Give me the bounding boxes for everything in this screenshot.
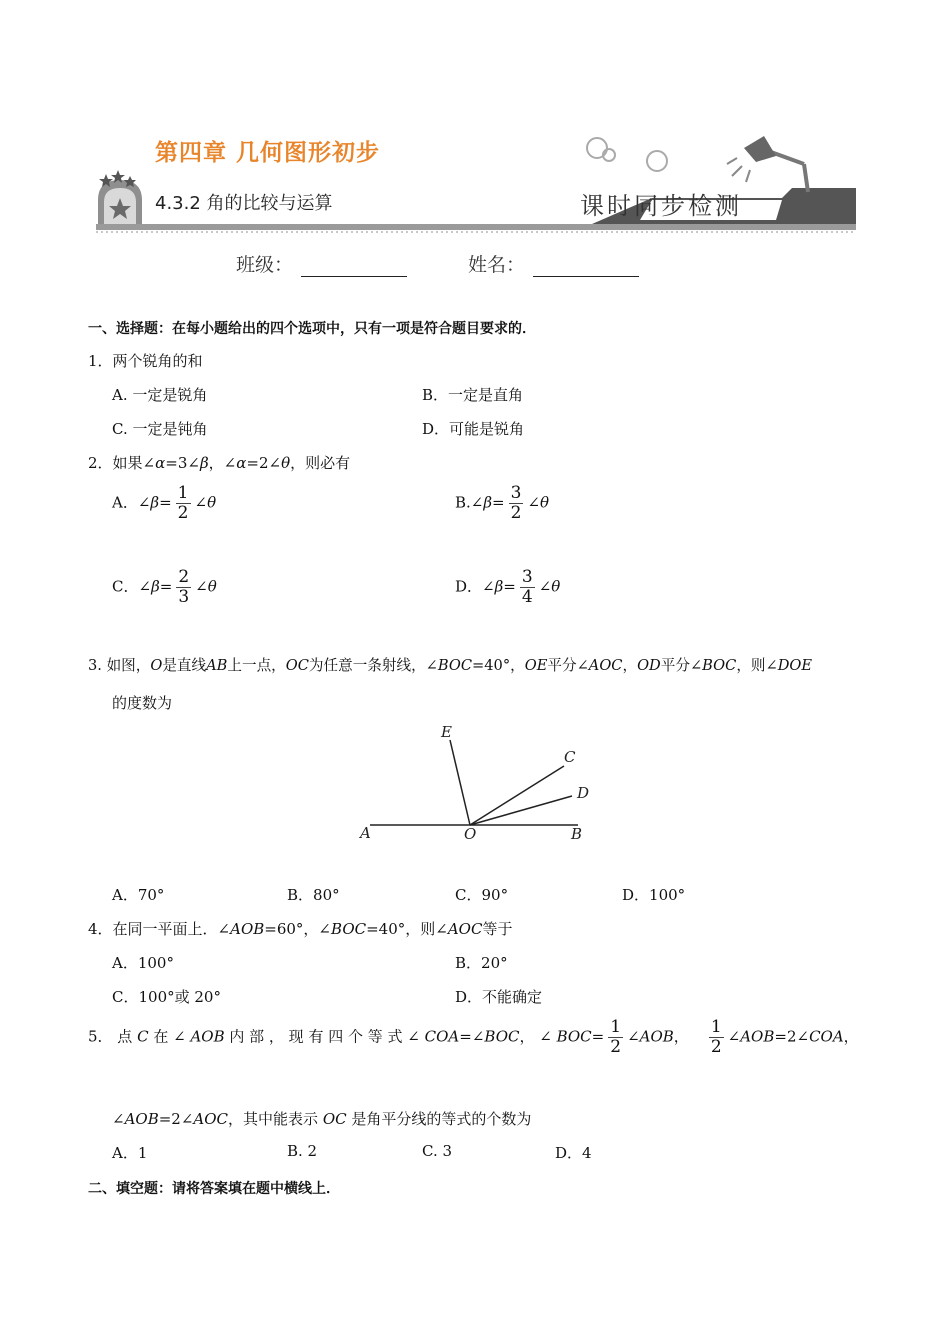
q5-stem-line2: ∠AOB=2∠AOC，其中能表示 OC 是角平分线的等式的个数为 — [112, 1110, 532, 1128]
class-blank[interactable] — [301, 256, 407, 277]
chapter-title: 第四章 几何图形初步 — [155, 140, 381, 166]
label-c: C — [564, 748, 576, 766]
fraction: $\frac{3}{4}$ — [521, 567, 533, 607]
ray-oe — [450, 740, 470, 825]
star-badge-icon — [98, 170, 142, 230]
angle-figure — [350, 720, 600, 850]
name-blank[interactable] — [533, 256, 639, 277]
lesson-title: 4.3.2 角的比较与运算 — [155, 193, 333, 214]
label-a: A — [360, 824, 371, 842]
fraction: $\frac{1}{2}$ — [610, 1017, 622, 1057]
label-d: D — [577, 784, 590, 802]
class-label: 班级： — [236, 254, 294, 276]
q5-stem-line1: 5． 点 C 在 ∠ AOB 内 部 ， 现 有 四 个 等 式 ∠ COA=∠BOC， ∠ BOC= $\frac{1}{2}$ ∠AOB， $\frac{1}{2}$ ∠AOB=2∠COA， — [88, 1017, 859, 1057]
q1-option-d[interactable]: D．可能是锐角 — [422, 420, 525, 438]
q2-option-d[interactable]: D．∠β= $\frac{3}{4}$ ∠θ — [455, 567, 561, 607]
q3-option-a[interactable]: A．70° — [112, 886, 165, 904]
q1-stem: 1．两个锐角的和 — [88, 352, 203, 370]
q2-option-b[interactable]: B.∠β= $\frac{3}{2}$ ∠θ — [455, 483, 550, 523]
q5-option-d[interactable]: D．4 — [555, 1144, 592, 1162]
q1-option-a[interactable]: A. 一定是锐角 — [112, 386, 208, 404]
fraction: $\frac{2}{3}$ — [178, 567, 190, 607]
q2-stem: 2．如果∠α=3∠β，∠α=2∠θ，则必有 — [88, 454, 351, 472]
q3-option-c[interactable]: C．90° — [455, 886, 509, 904]
q3-option-b[interactable]: B．80° — [287, 886, 340, 904]
tagline: 课时同步检测 — [580, 192, 742, 220]
q5-option-c[interactable]: C. 3 — [422, 1142, 453, 1160]
fraction: $\frac{1}{2}$ — [177, 483, 189, 523]
q1-option-c[interactable]: C. 一定是钝角 — [112, 420, 208, 438]
fraction: $\frac{3}{2}$ — [510, 483, 522, 523]
fraction: $\frac{1}{2}$ — [710, 1017, 722, 1057]
q1-option-b[interactable]: B．一定是直角 — [422, 386, 524, 404]
q5-option-a[interactable]: A．1 — [112, 1144, 148, 1162]
label-e: E — [441, 723, 452, 741]
q2-option-a[interactable]: A．∠β= $\frac{1}{2}$ ∠θ — [112, 483, 217, 523]
q4-stem: 4．在同一平面上．∠AOB=60°，∠BOC=40°，则∠AOC等于 — [88, 920, 513, 938]
desk-lamp-icon — [727, 136, 808, 192]
q3-option-d[interactable]: D．100° — [622, 886, 686, 904]
q4-option-a[interactable]: A．100° — [112, 954, 174, 972]
section-2-title: 二、填空题：请将答案填在题中横线上． — [88, 1181, 340, 1197]
label-o: O — [464, 825, 477, 843]
q5-option-b[interactable]: B. 2 — [287, 1142, 318, 1160]
label-b: B — [571, 825, 583, 843]
name-field — [468, 250, 639, 277]
q2-option-c[interactable]: C．∠β= $\frac{2}{3}$ ∠θ — [112, 567, 217, 607]
ray-od — [470, 796, 572, 825]
q3-stem-line2: 的度数为 — [112, 694, 173, 712]
ray-oc — [470, 766, 564, 825]
q4-option-c[interactable]: C．100°或 20° — [112, 988, 221, 1006]
q4-option-b[interactable]: B．20° — [455, 954, 508, 972]
section-1-title: 一、选择题：在每小题给出的四个选项中，只有一项是符合题目要求的． — [88, 321, 536, 337]
class-field — [236, 250, 407, 277]
q3-stem-line1: 3. 如图，O是直线AB上一点，OC为任意一条射线，∠BOC=40°，OE平分∠AOC，OD平分∠BOC，则∠DOE — [88, 657, 813, 674]
name-label: 姓名： — [468, 254, 526, 276]
q4-option-d[interactable]: D．不能确定 — [455, 988, 543, 1006]
